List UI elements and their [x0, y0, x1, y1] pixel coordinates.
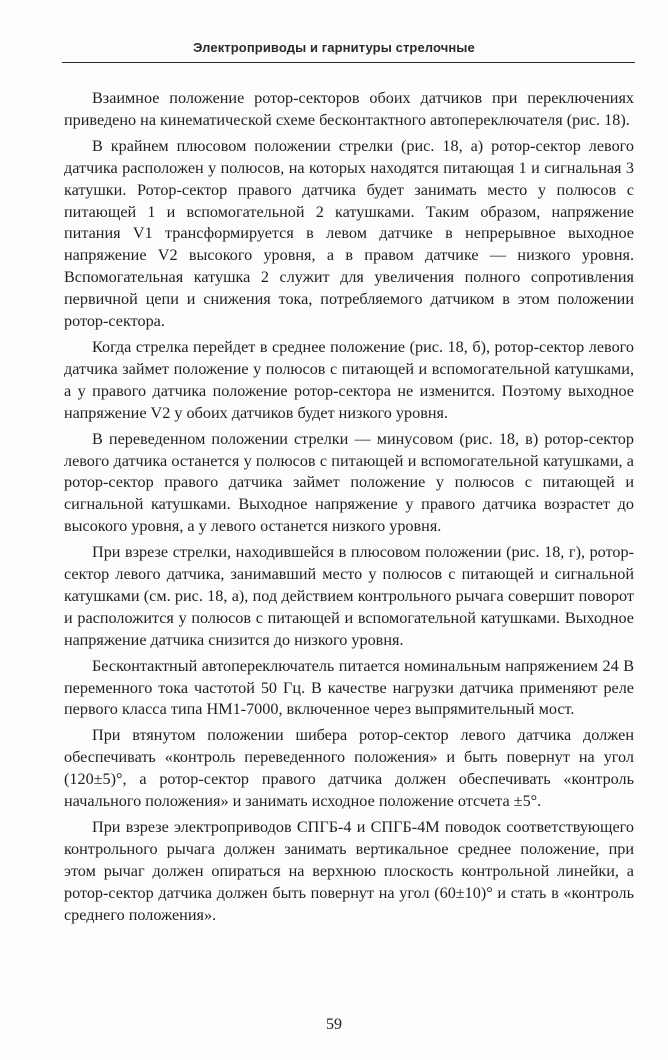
- body-text: [64, 88, 634, 931]
- running-header: Электроприводы и гарнитуры стрелочные: [193, 40, 475, 55]
- paragraph: В переведенном положении стрелки — минусовом (рис. 18, в) ротор-сектор левого датчика останется у полюсов с питающей и вспомогательной катушками, а ротор-сектор правого датчика займет положение у полюсов с питающей и сигнальной катушками. Выходное напряжение у правого датчика возрастет до высокого уровня, а у левого останется низкого уровня.: [64, 429, 634, 536]
- paragraph: При взрезе электроприводов СПГБ-4 и СПГБ-4М поводок соответствующего контрольного рычага должен занимать вертикальное среднее положение, при этом рычаг должен опираться на верхнюю плоскость контрольной линейки, а ротор-сектор датчика должен быть повернут на угол (60±10)° и стать в «контроль среднего положения».: [64, 818, 634, 924]
- paragraph: Когда стрелка перейдет в среднее положение (рис. 18, б), ротор-сектор левого датчика займет положение у полюсов с питающей и вспомогательной катушками, а у правого датчика положение ротор-сектора не изменится. Поэтому выходное напряжение V2 у обоих датчиков будет низкого уровня.: [64, 337, 634, 422]
- paragraph: Бесконтактный автопереключатель питается номинальным напряжением 24 В переменного тока частотой 50 Гц. В качестве нагрузки датчика применяют реле первого класса типа НМ1-7000, включенное через выпрямительный мост.: [64, 656, 634, 719]
- header-rule: [62, 62, 635, 63]
- page-number: 59: [326, 1016, 342, 1033]
- paragraph: В крайнем плюсовом положении стрелки (рис. 18, а) ротор-сектор левого датчика расположен у полюсов, на которых находятся питающая 1 и сигнальная 3 катушки. Ротор-сектор правого датчика будет занимать место у полюсов с питающей 1 и вспомогательной 2 катушками. Таким образом, напряжение питания V1 трансформируется в левом датчике в непрерывное выходное напряжение V2 высокого уровня, а в правом датчике — низкого уровня. Вспомогательная катушка 2 служит для увеличения полного сопротивления первичной цепи и снижения тока, потребляемого датчиком в этом положении ротор-сектора.: [64, 136, 634, 331]
- paragraph: При взрезе стрелки, находившейся в плюсовом положении (рис. 18, г), ротор-сектор левого датчика, занимавший место у полюсов с питающей и сигнальной катушками (см. рис. 18, а), под действием контрольного рычага совершит поворот и расположится у полюсов с питающей и вспомогательной катушками. Выходное напряжение датчика снизится до низкого уровня.: [64, 543, 634, 649]
- paragraph: При втянутом положении шибера ротор-сектор левого датчика должен обеспечивать «контроль переведенного положения» и быть повернут на угол (120±5)°, а ротор-сектор правого датчика должен обеспечивать «контроль начального положения» и занимать исходное положение отсчета ±5°.: [64, 726, 634, 811]
- paragraph: Взаимное положение ротор-секторов обоих датчиков при переключениях приведено на кинематической схеме бесконтактного автопереключателя (рис. 18).: [64, 89, 634, 129]
